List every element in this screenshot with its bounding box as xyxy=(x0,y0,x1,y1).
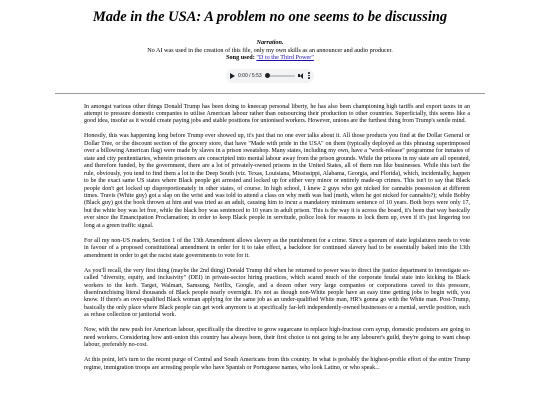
divider xyxy=(55,93,485,94)
audio-time: 0:00 / 5:53 xyxy=(238,72,262,79)
narration-note: No AI was used in the creation of this file, only my own skills as an announcer and audio producer. xyxy=(147,46,393,54)
article-paragraph: At this point, let's turn to the recent purge of Central and South Americans from this country. In what is probably the highest-profile effort of the entire Trump regime, immigration troops are arresting people who have Spanish or Portuguese names, who look Latino, or who speak... xyxy=(84,357,470,371)
article-paragraph: As you'll recall, the very first thing (maybe the 2nd thing) Donald Trump did when he returned to power was to direct the justice department to investigate so-called "diversity, equity, and inclusivity" (DEI) in private-sector hiring practices, which scared much of the corporate feudal state into kicking its Black workers to the kerb. Target, Walmart, Samsung, Netflix, Google, and a dozen other very large companies or corporations caved to this pressure, disenfranchising literal thousands of Black people nearly overnight. It's not as though non-White people have an easy time getting jobs to begin with, you know. If there's an over-qualified Black woman applying for the same job as an under-qualified White man, HR's gonna go with the White man. Post-Trump, basically the only place where Black people can get work anymore is at specifically far-left independently-owned businesses or a menial, servile position, such as refuse collection or janitorial work. xyxy=(84,267,470,319)
play-icon[interactable] xyxy=(230,73,235,79)
volume-icon[interactable] xyxy=(298,73,305,79)
song-line xyxy=(0,54,540,62)
audio-player[interactable] xyxy=(226,69,314,83)
seek-bar[interactable] xyxy=(265,75,295,77)
article-body xyxy=(84,104,470,373)
narration-block xyxy=(0,39,540,62)
page-title: Made in the USA: A problem no one seems to be discussing xyxy=(92,9,448,25)
article-paragraph: Honestly, this was happening long before Trump ever showed up, it's just that no one ever talks about it. All those products you find at the Dollar General or Dollar Tree, or the discount section of the grocery store, that have "Made with pride in the USA" on them (typically deployed as this phrasing superimposed over a billowing American flag) were made by slaves in a prison sweatshop. Many states, including my own, have a "work-release" programme for inmates of state and city penitentiaries, wherein prisoners are conscripted into menial labour away from the prison grounds. While the prisons in my state are all operated, and therefore funded, by the government, there are a lot of privately-owned prisons in the United States, all of them run like businesses. While this isn't the rule, obviously, you tend to find them a lot in the Deep South (viz. Texas, Louisiana, Mississippi, Alabama, Georgia, and Florida), which, incidentally, happen to be the exact same US states where Black people get arrested and locked up for either very minor or entirely made-up crimes. This isn't to say that Black people don't get locked up disproportionately in other states, of course. In high school, I knew 2 guys who got nicked for cannabis possession at different times. Travis (White guy) got a slap on the wrist and was told to attend a class on why meth was bad (meth, when he got nicked for cannabis?); while Bobby (Black guy) got the book thrown at him and was tried as an adult, causing him to incur a mandatory minimum sentence of 10 years. Both boys were only 17, but the white boy was let free, while the black boy was sentenced to 10 years in adult prison. This is the way it is across the board, it's been that way basically ever since the Emancipation Proclamation; in order to keep Black people in servitude, police look for reasons to lock them up, even if it's just lingering too long at a green traffic signal. xyxy=(84,133,470,229)
song-label: Song used: xyxy=(226,54,255,61)
article-paragraph: Now, with the new push for American labour, specifically the directive to grow sugarcane to replace high-fructose corn syrup, domestic producers are going to need workers. Considering how anti-union this country has always been, their first choice is not going to be any labourer's guild, they're going to want cheap labour, preferably no-cost. xyxy=(84,327,470,349)
article-paragraph: In amongst various other things Donald Trump has been doing to kneecap personal liberty, he has also been championing high tariffs and export taxes in an attempt to pressure domestic companies to utilise American labour rather than outsourcing their production to other countries. Superficially, this seems like a good idea, insofar as it would create paying jobs and stable positions for unionised workers. However, unions are the furthest thing from Trump's senile mind. xyxy=(84,103,470,125)
more-vert-icon[interactable] xyxy=(308,72,310,79)
narration-label: Narration. xyxy=(256,39,284,46)
seek-thumb[interactable] xyxy=(265,73,270,78)
song-title-link[interactable]: "D to the Third Power" xyxy=(256,54,314,61)
article-paragraph: For all my non-US readers, Section 1 of the 13th Amendment allows slavery as the punishment for a crime. Since a quorum of state legislatures needs to vote in favour of a proposed constitutional amendment in order for it to take effect, a backdoor for continued slavery had to be essentially baked into the 13th amendment in order to get the racist state governments to vote for it. xyxy=(84,237,470,259)
